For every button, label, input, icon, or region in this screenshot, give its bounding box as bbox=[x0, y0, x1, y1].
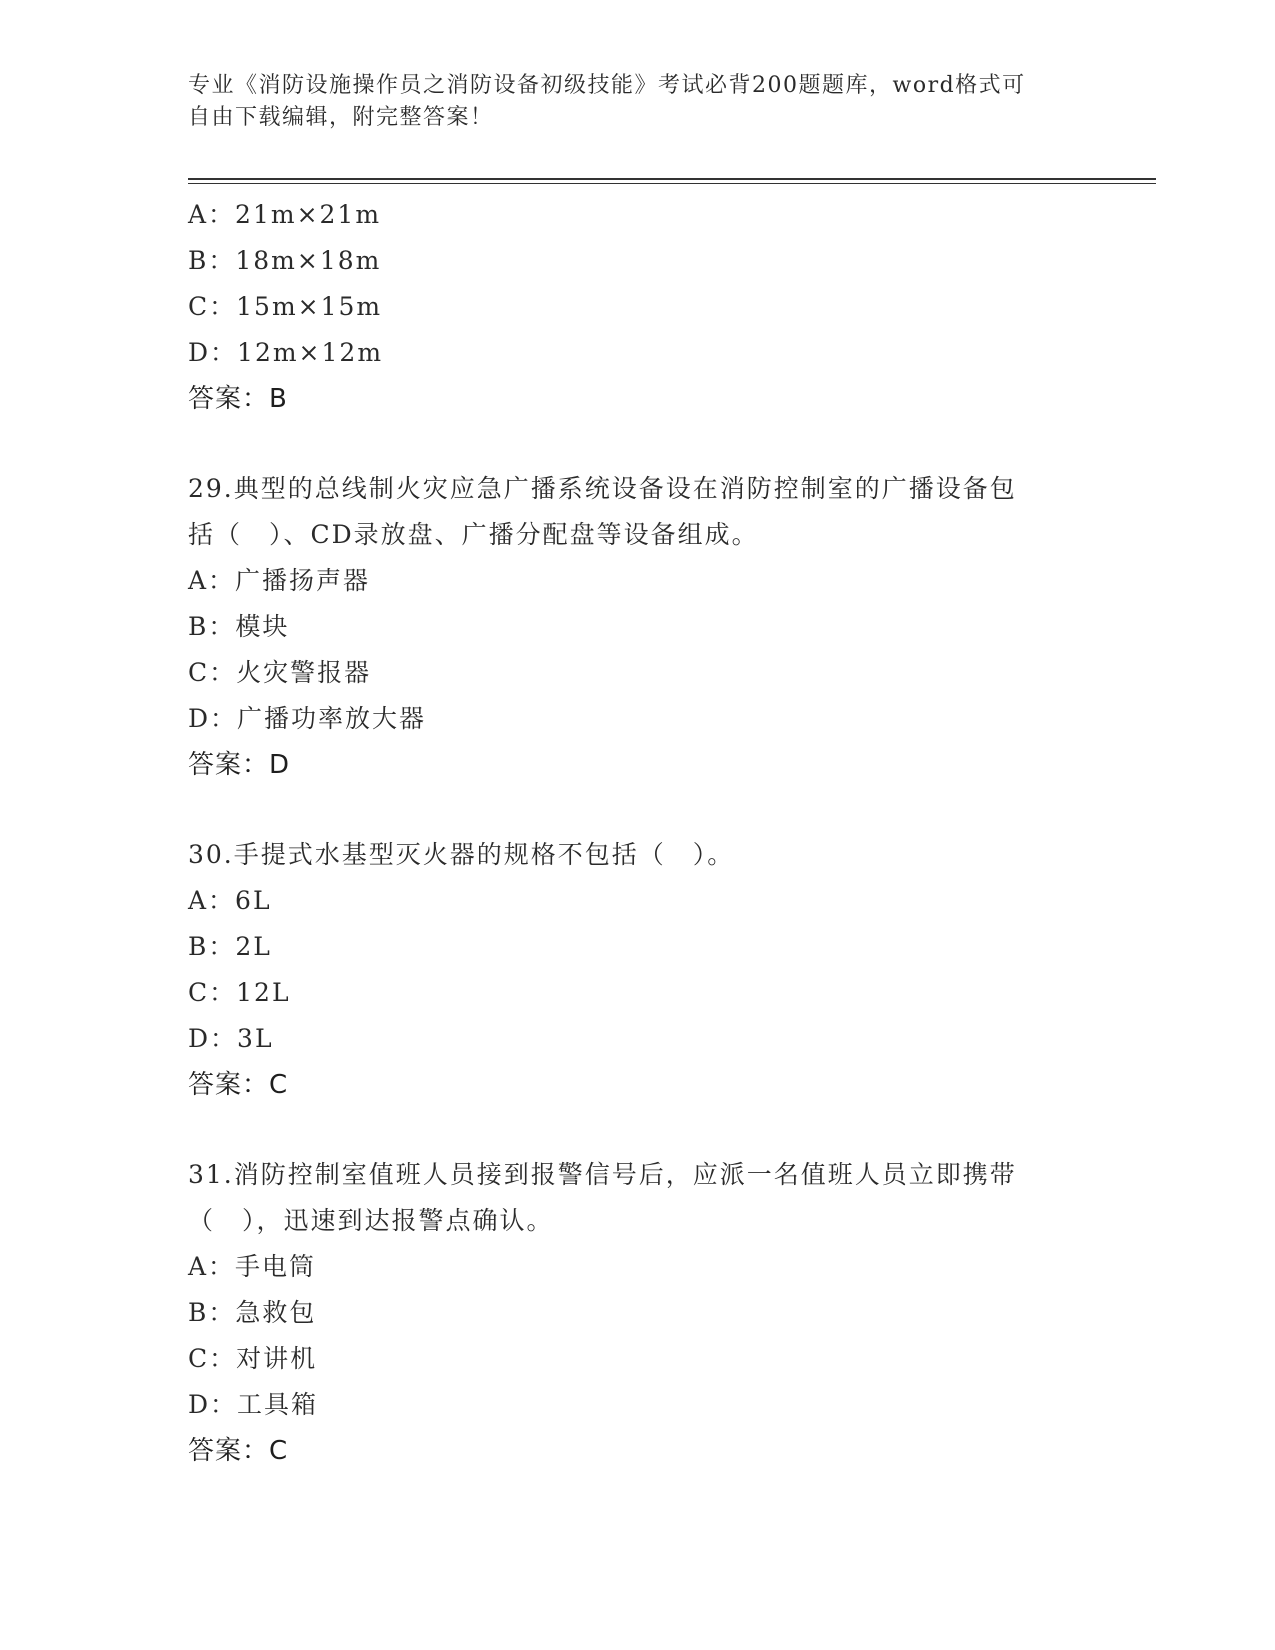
answer: 答案：C bbox=[188, 1070, 289, 1100]
option-a: A：手电筒 bbox=[188, 1252, 317, 1281]
question-text-line-1: 31.消防控制室值班人员接到报警信号后，应派一名值班人员立即携带 bbox=[188, 1160, 1017, 1189]
header-divider-thin bbox=[188, 183, 1156, 184]
option-b: B：急救包 bbox=[188, 1298, 317, 1327]
question-text-line-1: 30.手提式水基型灭火器的规格不包括（ ）。 bbox=[188, 840, 735, 869]
question-30 bbox=[188, 832, 1088, 1108]
header-line-1: 专业《消防设施操作员之消防设备初级技能》考试必背200题题库，word格式可 bbox=[188, 73, 1026, 98]
option-c: C：火灾警报器 bbox=[188, 658, 372, 687]
header-divider bbox=[188, 178, 1156, 180]
question-31 bbox=[188, 1152, 1088, 1474]
option-d: D：工具箱 bbox=[188, 1390, 319, 1419]
question-28 bbox=[188, 192, 1088, 422]
option-b: B：18m×18m bbox=[188, 246, 382, 275]
option-c: C：对讲机 bbox=[188, 1344, 318, 1373]
question-text-line-1: 29.典型的总线制火灾应急广播系统设备设在消防控制室的广播设备包 bbox=[188, 474, 1017, 503]
option-b: B：2L bbox=[188, 932, 272, 961]
option-c: C：15m×15m bbox=[188, 292, 383, 321]
document-header bbox=[188, 70, 1088, 134]
answer: 答案：C bbox=[188, 1436, 289, 1466]
question-29 bbox=[188, 466, 1088, 788]
option-a: A：21m×21m bbox=[188, 200, 382, 229]
option-a: A：广播扬声器 bbox=[188, 566, 371, 595]
answer: 答案：D bbox=[188, 750, 291, 780]
option-d: D：3L bbox=[188, 1024, 274, 1053]
question-text-line-2: （ ），迅速到达报警点确认。 bbox=[188, 1206, 554, 1235]
answer: 答案：B bbox=[188, 384, 288, 414]
option-c: C：12L bbox=[188, 978, 291, 1007]
option-a: A：6L bbox=[188, 886, 272, 915]
question-text-line-2: 括（ ）、CD录放盘、广播分配盘等设备组成。 bbox=[188, 520, 759, 549]
option-d: D：12m×12m bbox=[188, 338, 384, 367]
question-list bbox=[188, 192, 1088, 1474]
option-d: D：广播功率放大器 bbox=[188, 704, 427, 733]
option-b: B：模块 bbox=[188, 612, 290, 641]
header-line-2: 自由下载编辑，附完整答案！ bbox=[188, 105, 494, 130]
